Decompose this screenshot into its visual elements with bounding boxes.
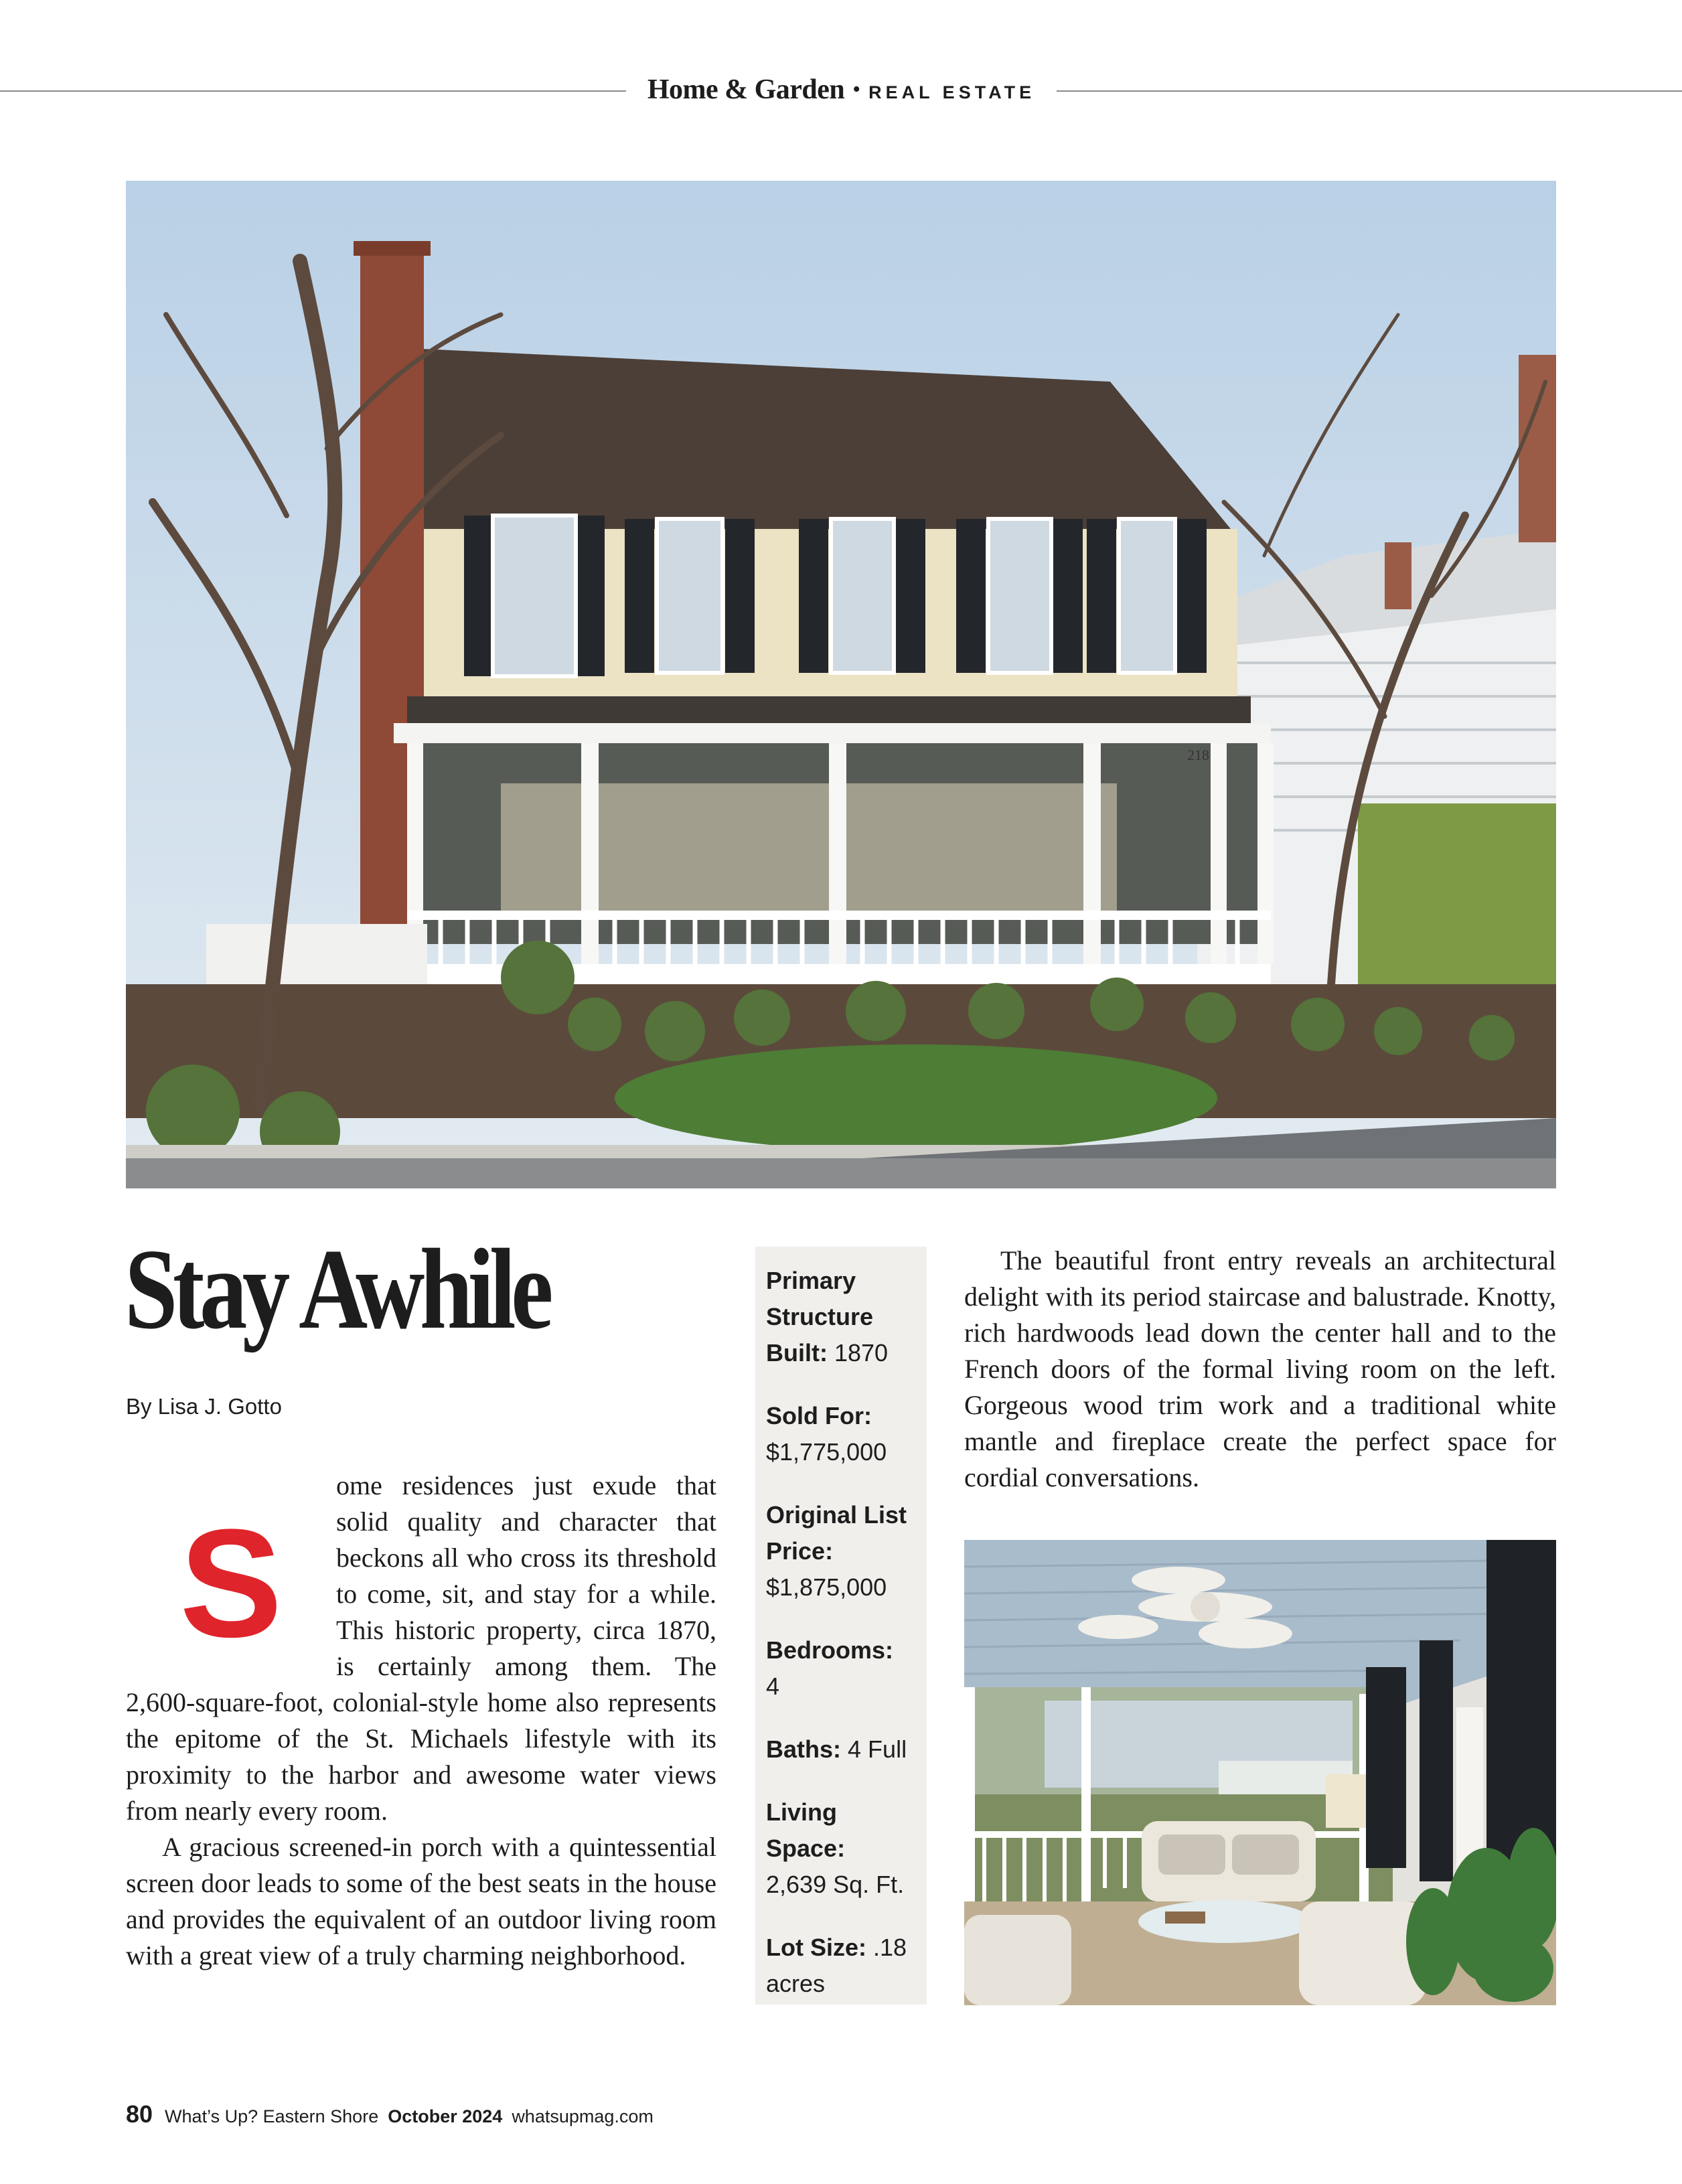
fact-label: Original List Price: xyxy=(766,1501,907,1565)
fact-baths xyxy=(766,1731,915,1768)
fact-label: Primary Structure Built: xyxy=(766,1267,874,1367)
fact-living-space xyxy=(766,1794,915,1903)
fact-lot-size xyxy=(766,1930,915,2002)
section-name: Home & Garden xyxy=(647,74,845,105)
page-number: 80 xyxy=(126,2100,153,2128)
paragraph-1: ome residences just exude that solid quality and character that beckons all who cross its threshold to come, sit, and stay for a while. This historic property, circa 1870, is certainly among them. The 2,600-square-foot, colonial-style home also represents the epitome of the St. Michaels lifestyle with its proximity to the harbor and awesome water views from nearly every room. xyxy=(126,1470,716,1826)
house-number-sign: 218 xyxy=(1187,747,1209,763)
header-rule-right xyxy=(1057,90,1682,92)
property-facts-sidebar xyxy=(755,1247,927,2005)
separator-dot: • xyxy=(852,77,861,102)
issue-date: October 2024 xyxy=(388,2106,503,2126)
section-header xyxy=(626,71,1057,114)
fact-value: 2,639 Sq. Ft. xyxy=(766,1871,905,1898)
subsection-name: REAL ESTATE xyxy=(868,82,1036,102)
fact-bedrooms xyxy=(766,1632,915,1705)
fact-value: 1870 xyxy=(834,1339,889,1367)
fact-value: .18 acres xyxy=(766,1934,907,1997)
fact-label: Bedrooms: xyxy=(766,1636,894,1664)
drop-cap: S xyxy=(179,1497,283,1669)
fact-label: Sold For: xyxy=(766,1402,872,1429)
article-title: Stay Awhile xyxy=(125,1226,549,1353)
fact-year-built xyxy=(766,1263,915,1371)
house-exterior-photo xyxy=(126,181,1556,1188)
fact-value: 4 xyxy=(766,1672,780,1700)
fact-value: $1,875,000 xyxy=(766,1573,887,1601)
fact-list-price xyxy=(766,1497,915,1606)
fact-value: 4 Full xyxy=(848,1735,907,1763)
fact-label: Lot Size: xyxy=(766,1934,866,1961)
website-link[interactable]: whatsupmag.com xyxy=(512,2106,654,2126)
page-footer xyxy=(126,2101,654,2130)
header-rule-left xyxy=(0,90,626,92)
magazine-name: What’s Up? Eastern Shore xyxy=(165,2106,379,2126)
article-body-column-1 xyxy=(126,1468,716,1974)
paragraph-2: A gracious screened-in porch with a quintessential screen door leads to some of the best seats in the house and provides the equivalent of an outdoor living room with a great view of a truly charming neighborhood. xyxy=(126,1832,716,1970)
fact-label: Living Space: xyxy=(766,1798,846,1862)
fact-label: Baths: xyxy=(766,1735,842,1763)
byline: By Lisa J. Gotto xyxy=(126,1394,282,1419)
paragraph-3: The beautiful front entry reveals an architectural delight with its period staircase and balustrade. Knotty, rich hardwoods lead down the center hall and to the French doors of the formal living room on the left. Gorgeous wood trim work and a traditional white mantle and fireplace create the perfect space for cordial conversations. xyxy=(964,1245,1556,1492)
fact-sold-for xyxy=(766,1398,915,1470)
fact-value: $1,775,000 xyxy=(766,1438,887,1466)
screened-porch-photo xyxy=(964,1540,1556,2005)
